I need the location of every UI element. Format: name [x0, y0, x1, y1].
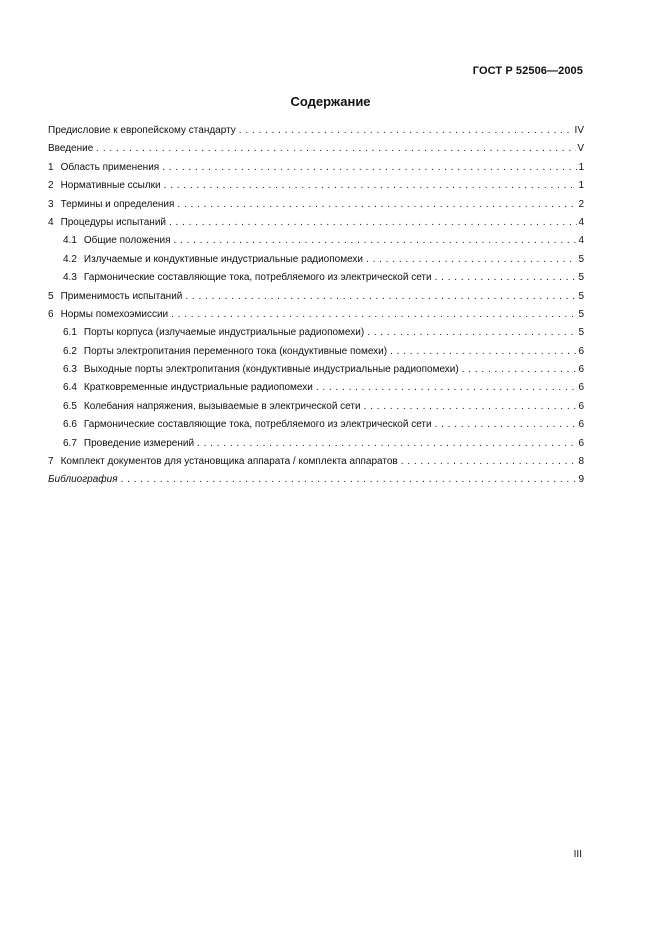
dot-leader [435, 269, 578, 287]
dot-leader [390, 343, 577, 361]
toc-entry[interactable] [48, 343, 584, 361]
toc-entry-number: 6.2 [63, 345, 77, 357]
toc-entry-page: 6 [578, 364, 584, 376]
toc-entry-label: Нормативные ссылки [60, 180, 161, 192]
toc-entry-page: 5 [578, 253, 584, 265]
dot-leader [185, 288, 577, 306]
toc-entry-label: Излучаемые и кондуктивные индустриальные радиопомехи [83, 253, 364, 265]
toc-entry-number: 3 [48, 198, 54, 210]
toc-entry-page: 6 [578, 382, 584, 394]
toc-entry-label: Процедуры испытаний [60, 216, 166, 228]
toc-entry-page: 6 [578, 419, 584, 431]
toc-entry-number: 6.1 [63, 327, 77, 339]
toc-entry-label: Гармонические составляющие тока, потребляемого из электрической сети [83, 419, 432, 431]
toc-entry[interactable] [48, 232, 584, 250]
toc-entry-label: Введение [48, 143, 94, 155]
toc-entry-page: 4 [578, 235, 584, 247]
toc-entry-page: 5 [578, 327, 584, 339]
dot-leader [367, 324, 577, 342]
toc-entry-number: 6.6 [63, 419, 77, 431]
toc-entry-page: 9 [578, 474, 584, 486]
toc-entry[interactable] [48, 398, 584, 416]
toc-entry-label: Колебания напряжения, вызываемые в электрической сети [83, 400, 361, 412]
toc-entry-label: Проведение измерений [83, 437, 195, 449]
toc-entry[interactable] [48, 471, 584, 489]
toc-entry-number: 6.3 [63, 364, 77, 376]
table-of-contents [48, 122, 584, 490]
toc-entry-label: Библиография [48, 474, 118, 486]
toc-entry-page: 5 [578, 272, 584, 284]
toc-entry[interactable] [48, 251, 584, 269]
toc-entry-label: Комплект документов для установщика аппарата / комплекта аппаратов [60, 456, 398, 468]
toc-entry-number: 6 [48, 308, 54, 320]
toc-entry[interactable] [48, 269, 584, 287]
dot-leader [174, 232, 578, 250]
toc-entry-number: 5 [48, 290, 54, 302]
toc-entry[interactable] [48, 159, 584, 177]
dot-leader [316, 379, 578, 397]
toc-entry-page: 6 [578, 437, 584, 449]
toc-entry[interactable] [48, 416, 584, 434]
dot-leader [162, 159, 577, 177]
dot-leader [366, 251, 577, 269]
toc-entry[interactable] [48, 324, 584, 342]
toc-entry-page: V [577, 143, 584, 155]
toc-entry-page: IV [574, 125, 584, 136]
toc-entry-number: 4 [48, 216, 54, 228]
toc-entry-number: 7 [48, 456, 54, 468]
toc-entry[interactable] [48, 140, 584, 158]
toc-entry[interactable] [48, 288, 584, 306]
dot-leader [364, 398, 578, 416]
toc-entry-number: 1 [48, 161, 54, 173]
toc-entry-label: Применимость испытаний [60, 290, 183, 302]
toc-entry-page: 4 [578, 216, 584, 228]
dot-leader [169, 214, 577, 232]
toc-entry-number: 4.1 [63, 235, 77, 247]
toc-entry-page: 6 [578, 345, 584, 357]
toc-entry[interactable] [48, 453, 584, 471]
toc-entry[interactable] [48, 379, 584, 397]
dot-leader [239, 122, 574, 140]
toc-title: Содержание [290, 94, 371, 109]
dot-leader [121, 471, 578, 489]
toc-entry-page: 5 [578, 308, 584, 320]
toc-entry-number: 6.4 [63, 382, 77, 394]
toc-entry[interactable] [48, 177, 584, 195]
toc-entry-number: 2 [48, 180, 54, 192]
toc-entry-number: 6.7 [63, 437, 77, 449]
toc-entry-label: Нормы помехоэмиссии [60, 308, 169, 320]
toc-entry[interactable] [48, 361, 584, 379]
toc-entry-page: 5 [578, 290, 584, 302]
toc-entry-label: Порты электропитания переменного тока (кондуктивные помехи) [83, 345, 388, 357]
toc-entry-label: Порты корпуса (излучаемые индустриальные радиопомехи) [83, 327, 365, 339]
toc-entry-number: 4.3 [63, 272, 77, 284]
dot-leader [177, 196, 577, 214]
dot-leader [462, 361, 578, 379]
toc-entry-label: Область применения [60, 161, 160, 173]
toc-entry-page: 6 [578, 400, 584, 412]
toc-entry[interactable] [48, 122, 584, 140]
toc-entry-label: Термины и определения [60, 198, 175, 210]
dot-leader [435, 416, 578, 434]
dot-leader [401, 453, 578, 471]
toc-entry-number: 4.2 [63, 253, 77, 265]
toc-entry-number: 6.5 [63, 400, 77, 412]
toc-entry-label: Выходные порты электропитания (кондуктивные индустриальные радиопомехи) [83, 364, 459, 376]
toc-entry-page: 1 [578, 180, 584, 192]
toc-entry-label: Общие положения [83, 235, 171, 247]
toc-entry-page: 2 [578, 198, 584, 210]
dot-leader [197, 435, 577, 453]
toc-entry[interactable] [48, 435, 584, 453]
dot-leader [96, 140, 576, 158]
toc-entry-page: 1 [578, 161, 584, 173]
dot-leader [171, 306, 577, 324]
toc-entry-label: Гармонические составляющие тока, потребляемого из электрической сети [83, 272, 432, 284]
toc-entry[interactable] [48, 196, 584, 214]
toc-entry-page: 8 [578, 456, 584, 468]
toc-entry-label: Кратковременные индустриальные радиопомехи [83, 382, 313, 394]
page-number: III [573, 849, 582, 860]
toc-entry-label: Предисловие к европейскому стандарту [48, 125, 236, 136]
toc-entry[interactable] [48, 214, 584, 232]
toc-entry[interactable] [48, 306, 584, 324]
document-code: ГОСТ Р 52506—2005 [472, 65, 583, 77]
dot-leader [164, 177, 578, 195]
